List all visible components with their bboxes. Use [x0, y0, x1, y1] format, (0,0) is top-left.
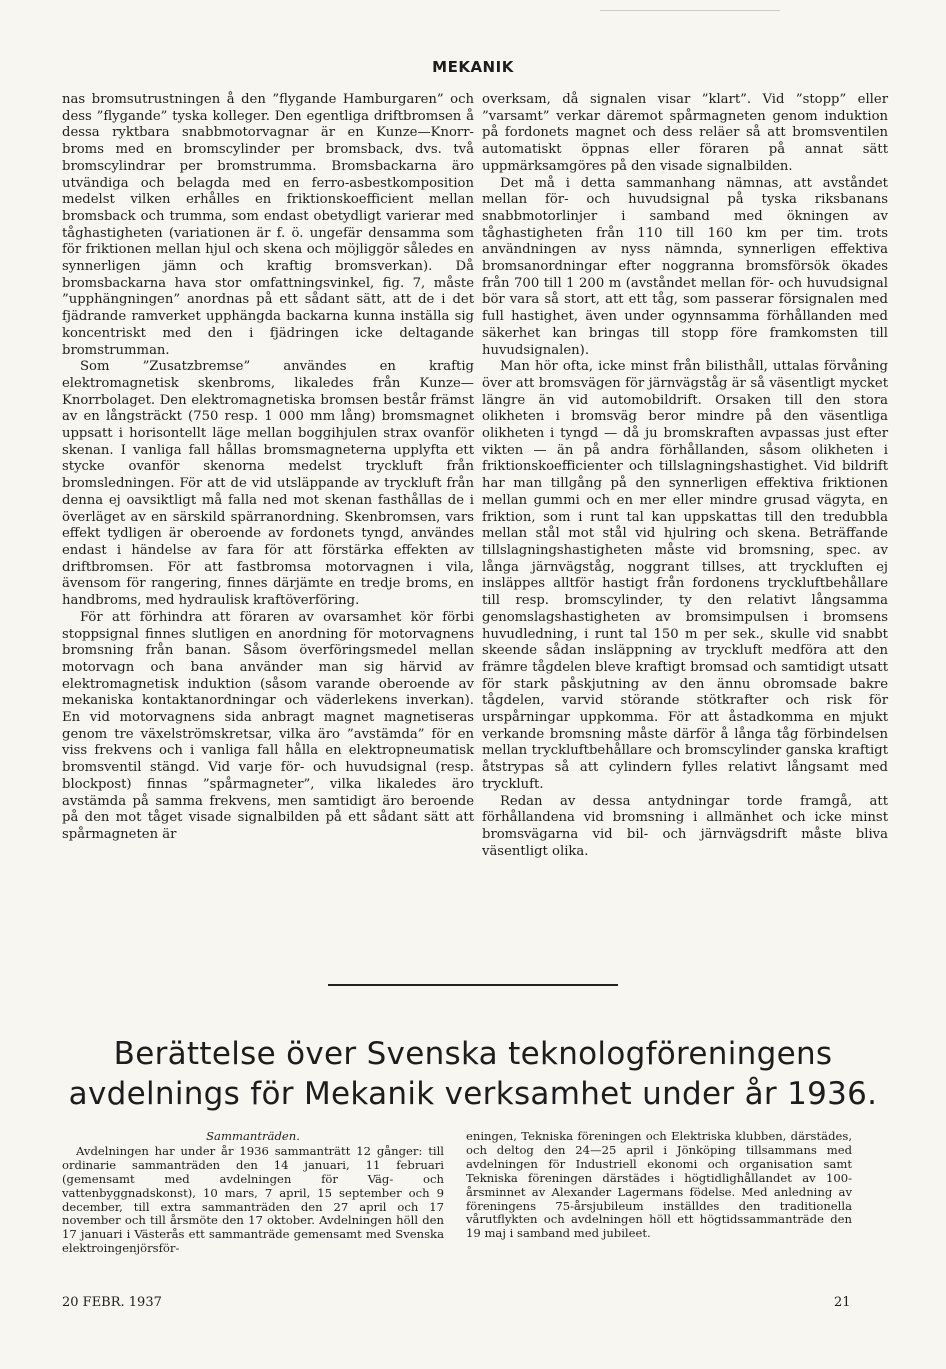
paragraph: För att förhindra att föraren av ovarsamhet kör förbi stoppsignal finnes slutligen en anordning för motorvagnens bromsning från banan. Såsom överföringsmedel mellan motorvagn och bana använder man sig härvid av elektromagnetisk induktion (såsom varande oberoende av mekaniska kontaktanordningar och väderlekens inverkan). En vid motorvagnens sida anbragt magnet magnetiseras genom tre växelströmskretsar, vilka äro ”avstämda” för en viss frekvens och i vanliga fall hålla en elektropneumatisk bromsventil stängd. Vid varje för- och huvudsignal (resp. blockpost) finnas ”spårmagneter”, vilka likaledes äro avstämda på samma frekvens, men samtidigt äro beroende på den mot tåget visade signalbilden på ett sådant sätt att spårmagneten är	[62, 609, 474, 842]
scan-artifact-line	[600, 10, 780, 11]
report-left-column	[62, 1130, 444, 1256]
section-divider	[328, 984, 618, 986]
report-subheading: Sammanträden.	[206, 1129, 300, 1143]
report-right-column	[466, 1130, 852, 1241]
left-column	[62, 92, 474, 844]
paragraph: eningen, Tekniska föreningen och Elektriska klubben, därstädes, och deltog den 24—25 april i Jönköping tillsammans med avdelningen för Industriell ekonomi och organisation samt Tekniska föreningen därstädes i högtidlighållandet av 100-årsminnet av Alexander Lagermans födelse. Med anledning av föreningens 75-årsjubileum inställdes den traditionella vårutflykten och avdelningen höll ett högtidssammanträde den 19 maj i samband med jubileet.	[466, 1129, 852, 1241]
report-title: Berättelse över Svenska teknologföreningens avdelnings för Mekanik verksamhet under år 1936.	[68, 1036, 878, 1112]
paragraph: nas bromsutrustningen å den ”flygande Hamburgaren” och dess ”flygande” tyska kolleger. Den egentliga driftbromsen å dessa ryktbara snabbmotorvagnar är en Kunze—Knorr-broms med en bromscylinder per bromsback, dvs. två bromscylindrar per bromstrumma. Bromsbackarna äro utvändiga och belagda med en ferro-asbestkomposition medelst vilken erhålles en friktionskoefficient mellan bromsback och trumma, som endast obetydligt varierar med tåghastigheten (variationen är f. ö. ungefär densamma som för friktionen mellan hjul och skena och möjliggör således en synnerligen jämn och kraftig bromsverkan). Då bromsbackarna hava stor omfattningsvinkel, fig. 7, måste ”upphängningen” anordnas på ett sådant sätt, att de i det fjädrande ramverket upphängda backarna kunna inställa sig koncentriskt med den i fjädringen icke deltagande bromstrumman.	[62, 92, 474, 358]
page-number: 21	[834, 1295, 851, 1310]
paragraph: Redan av dessa antydningar torde framgå, att förhållandena vid bromsning i allmänhet och icke minst bromsvägarna vid bil- och järnvägsdrift måste bliva väsentligt olika.	[482, 793, 888, 859]
paragraph: overksam, då signalen visar ”klart”. Vid ”stopp” eller ”varsamt” verkar däremot spårmagneten genom induktion på fordonets magnet och dess reläer så att bromsventilen automatiskt öppnas eller föraren på annat sätt uppmärksamgöres på den visade signalbilden.	[482, 92, 888, 174]
paragraph: Avdelningen har under år 1936 sammanträtt 12 gånger: till ordinarie sammanträden den 14 januari, 11 februari (gemensamt med avdelningen för Väg- och vattenbyggnadskonst), 10 mars, 7 april, 15 september och 9 december, till extra sammanträden den 27 april och 17 november och till årsmöte den 17 oktober. Avdelningen höll den 17 januari i Västerås ett sammanträde gemensamt med Svenska elektroingenjörsför-	[62, 1143, 444, 1256]
paragraph: Som ”Zusatzbremse” användes en kraftig elektromagnetisk skenbroms, likaledes från Kunze—Knorrbolaget. Den elektromagnetiska bromsen består främst av en långsträckt (750 resp. 1 000 mm lång) bromsmagnet uppsatt i horisontellt läge mellan boggihjulen strax ovanför skenan. I vanliga fall hållas bromsmagneterna upplyfta ett stycke ovanför skenorna medelst tryckluft från bromsledningen. För att de vid utsläppande av tryckluft från denna ej oavsiktligt må falla ned mot skenan fasthållas de i överläget av en särskild spärranordning. Skenbromsen, vars effekt tydligen är oberoende av fordonets tyngd, användes endast i händelse av fara för att förstärka effekten av driftbromsen. För att fastbromsa motorvagnen i vila, ävensom för rangering, finnes därjämte en tredje broms, en handbroms, med hydraulisk kraftöverföring.	[62, 359, 474, 609]
right-column	[482, 92, 888, 860]
paragraph: Det må i detta sammanhang nämnas, att avståndet mellan för- och huvudsignal på tyska riksbanans snabbmotorlinjer i samband med ökningen av tåghastigheten från 110 till 160 km per tim. trots användningen av nyss nämnda, synnerligen effektiva bromsanordningar efter noggranna bromsförsök ökades från 700 till 1 200 m (avståndet mellan för- och huvudsignal bör vara så stort, att ett tåg, som passerar försignalen med full hastighet, även under ogynnsamma förhållanden med säkerhet kan bringas till stopp före framkomsten till huvudsignalen).	[482, 175, 888, 358]
footer-date: 20 FEBR. 1937	[62, 1295, 162, 1310]
paragraph: Man hör ofta, icke minst från bilisthåll, uttalas förvåning över att bromsvägen för järnvägståg är så väsentligt mycket längre än vid automobildrift. Orsaken till den stora olikheten i bromsväg beror mindre på den väsentliga olikheten i tyngd — då ju bromskraften avpassas just efter vikten — än på andra förhållanden, såsom olikheten i friktionskoefficienter och tillslagningshastighet. Vid bildrift har man tillgång på den synnerligen effektiva friktionen mellan gummi och en mer eller mindre grusad vägyta, en friktion, som i runt tal kan uppskattas till den tredubbla mellan stål mot stål vid hjulring och skena. Beträffande tillslagningshastigheten måste vid bromsning, spec. av långa järnvägståg, noggrant tillses, att tryckluften ej insläppes alltför hastigt från fordonens tryckluftbehållare till resp. bromscylinder, ty den relativt långsamma genomslagshastigheten av bromsimpulsen i bromsens huvudledning, i runt tal 150 m per sek., skulle vid snabbt skeende sådan insläppning av tryckluft medföra att den främre tågdelen bleve kraftigt bromsad och samtidigt utsatt för stark påskjutning av den ännu obromsade bakre tågdelen, varvid störande stötkrafter och risk för urspårningar uppkomma. För att åstadkomma en mjukt verkande bromsning måste därför å långa tåg förbindelsen mellan tryckluftbehållare och bromscylinder ganska kraftigt åtstrypas så att cylindern fylles relativt långsamt med tryckluft.	[482, 359, 888, 792]
section-header: MEKANIK	[432, 58, 514, 76]
